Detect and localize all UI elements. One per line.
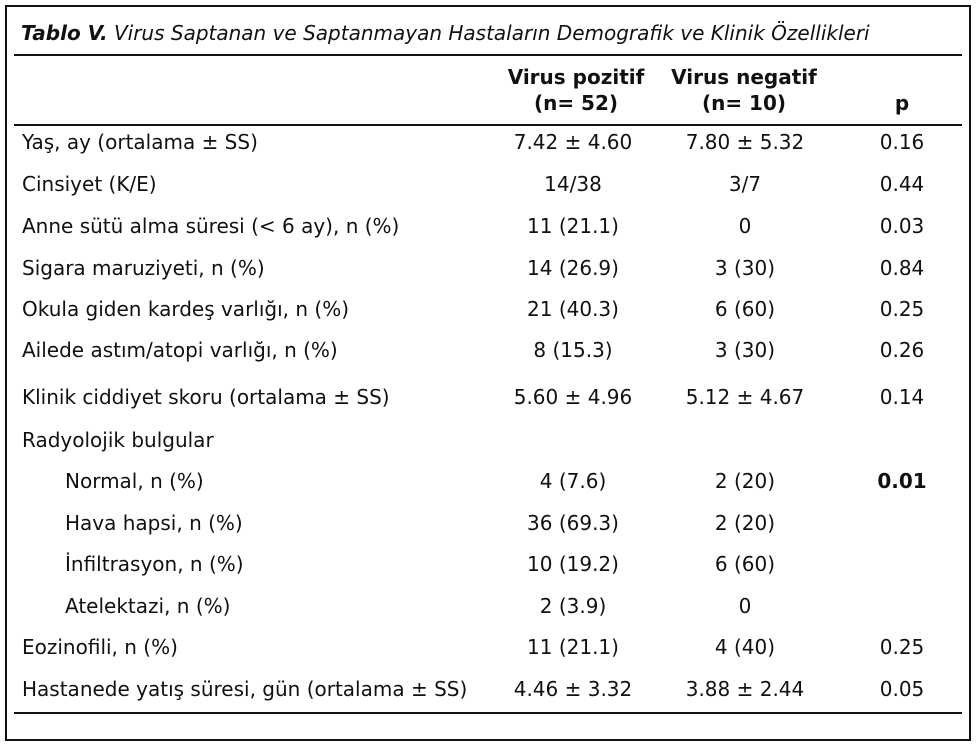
header-virus-negative-line2: (n= 10) bbox=[701, 91, 787, 115]
virus-negative-value: 6 (60) bbox=[714, 297, 776, 321]
virus-positive-value: 4 (7.6) bbox=[539, 469, 607, 493]
virus-positive-value: 21 (40.3) bbox=[527, 297, 619, 321]
p-value: 0.84 bbox=[879, 256, 925, 280]
table-row bbox=[7, 591, 973, 621]
table-row bbox=[7, 674, 973, 704]
header-p: p bbox=[894, 91, 910, 115]
header-virus-positive-line1: Virus pozitif bbox=[507, 65, 645, 89]
virus-positive-value: 7.42 ± 4.60 bbox=[513, 130, 633, 154]
header-virus-negative-line1: Virus negatif bbox=[671, 65, 817, 89]
table-row bbox=[7, 127, 973, 157]
virus-positive-value: 4.46 ± 3.32 bbox=[513, 677, 633, 701]
table-row bbox=[7, 169, 973, 199]
virus-negative-value: 3 (30) bbox=[714, 338, 776, 362]
table-frame bbox=[5, 5, 971, 741]
row-label: Atelektazi, n (%) bbox=[65, 594, 231, 618]
p-value: 0.26 bbox=[879, 338, 925, 362]
header-virus-positive-line2: (n= 52) bbox=[533, 91, 619, 115]
virus-positive-value: 14/38 bbox=[544, 172, 602, 196]
row-label: Anne sütü alma süresi (< 6 ay), n (%) bbox=[22, 214, 400, 238]
virus-positive-value: 11 (21.1) bbox=[527, 214, 619, 238]
virus-negative-value: 0 bbox=[738, 594, 752, 618]
table-row bbox=[7, 211, 973, 241]
table-row bbox=[7, 549, 973, 579]
p-value: 0.16 bbox=[879, 130, 925, 154]
virus-negative-value: 2 (20) bbox=[714, 511, 776, 535]
row-label: Eozinofili, n (%) bbox=[22, 635, 178, 659]
virus-negative-value: 3/7 bbox=[728, 172, 762, 196]
virus-positive-value: 36 (69.3) bbox=[527, 511, 619, 535]
virus-negative-value: 0 bbox=[738, 214, 752, 238]
p-value: 0.25 bbox=[879, 635, 925, 659]
row-label: Hava hapsi, n (%) bbox=[65, 511, 243, 535]
p-value: 0.01 bbox=[877, 469, 927, 493]
virus-positive-value: 2 (3.9) bbox=[539, 594, 607, 618]
row-label: Normal, n (%) bbox=[65, 469, 204, 493]
table-row bbox=[7, 294, 973, 324]
row-label: Yaş, ay (ortalama ± SS) bbox=[22, 130, 258, 154]
virus-negative-value: 6 (60) bbox=[714, 552, 776, 576]
row-label: Ailede astım/atopi varlığı, n (%) bbox=[22, 338, 338, 362]
header-virus-negative bbox=[649, 64, 839, 116]
virus-negative-value: 3.88 ± 2.44 bbox=[685, 677, 805, 701]
table-row bbox=[7, 632, 973, 662]
virus-negative-value: 4 (40) bbox=[714, 635, 776, 659]
bottom-rule bbox=[14, 712, 962, 714]
p-value: 0.05 bbox=[879, 677, 925, 701]
row-label: Sigara maruziyeti, n (%) bbox=[22, 256, 265, 280]
p-value: 0.14 bbox=[879, 385, 925, 409]
virus-positive-value: 11 (21.1) bbox=[527, 635, 619, 659]
p-value: 0.25 bbox=[879, 297, 925, 321]
header-virus-positive bbox=[481, 64, 671, 116]
virus-positive-value: 8 (15.3) bbox=[533, 338, 613, 362]
row-label: Okula giden kardeş varlığı, n (%) bbox=[22, 297, 350, 321]
row-label: Hastanede yatış süresi, gün (ortalama ± SS) bbox=[22, 677, 468, 701]
row-label: İnfiltrasyon, n (%) bbox=[65, 552, 244, 576]
table-row bbox=[7, 253, 973, 283]
table-title-label: Tablo V. bbox=[21, 21, 108, 45]
p-value: 0.03 bbox=[879, 214, 925, 238]
table-title bbox=[21, 21, 870, 45]
virus-positive-value: 5.60 ± 4.96 bbox=[513, 385, 633, 409]
table-title-text: Virus Saptanan ve Saptanmayan Hastaların Demografik ve Klinik Özellikleri bbox=[107, 21, 870, 45]
table-row-section bbox=[7, 425, 973, 455]
virus-positive-value: 10 (19.2) bbox=[527, 552, 619, 576]
table-row bbox=[7, 508, 973, 538]
virus-negative-value: 2 (20) bbox=[714, 469, 776, 493]
virus-negative-value: 3 (30) bbox=[714, 256, 776, 280]
virus-negative-value: 5.12 ± 4.67 bbox=[685, 385, 805, 409]
table-row bbox=[7, 335, 973, 365]
table-row bbox=[7, 382, 973, 412]
section-label: Radyolojik bulgular bbox=[22, 428, 214, 452]
virus-negative-value: 7.80 ± 5.32 bbox=[685, 130, 805, 154]
top-rule bbox=[14, 54, 962, 56]
header-rule bbox=[14, 124, 962, 126]
row-label: Klinik ciddiyet skoru (ortalama ± SS) bbox=[22, 385, 390, 409]
table-row bbox=[7, 466, 973, 496]
virus-positive-value: 14 (26.9) bbox=[527, 256, 619, 280]
row-label: Cinsiyet (K/E) bbox=[22, 172, 157, 196]
p-value: 0.44 bbox=[879, 172, 925, 196]
